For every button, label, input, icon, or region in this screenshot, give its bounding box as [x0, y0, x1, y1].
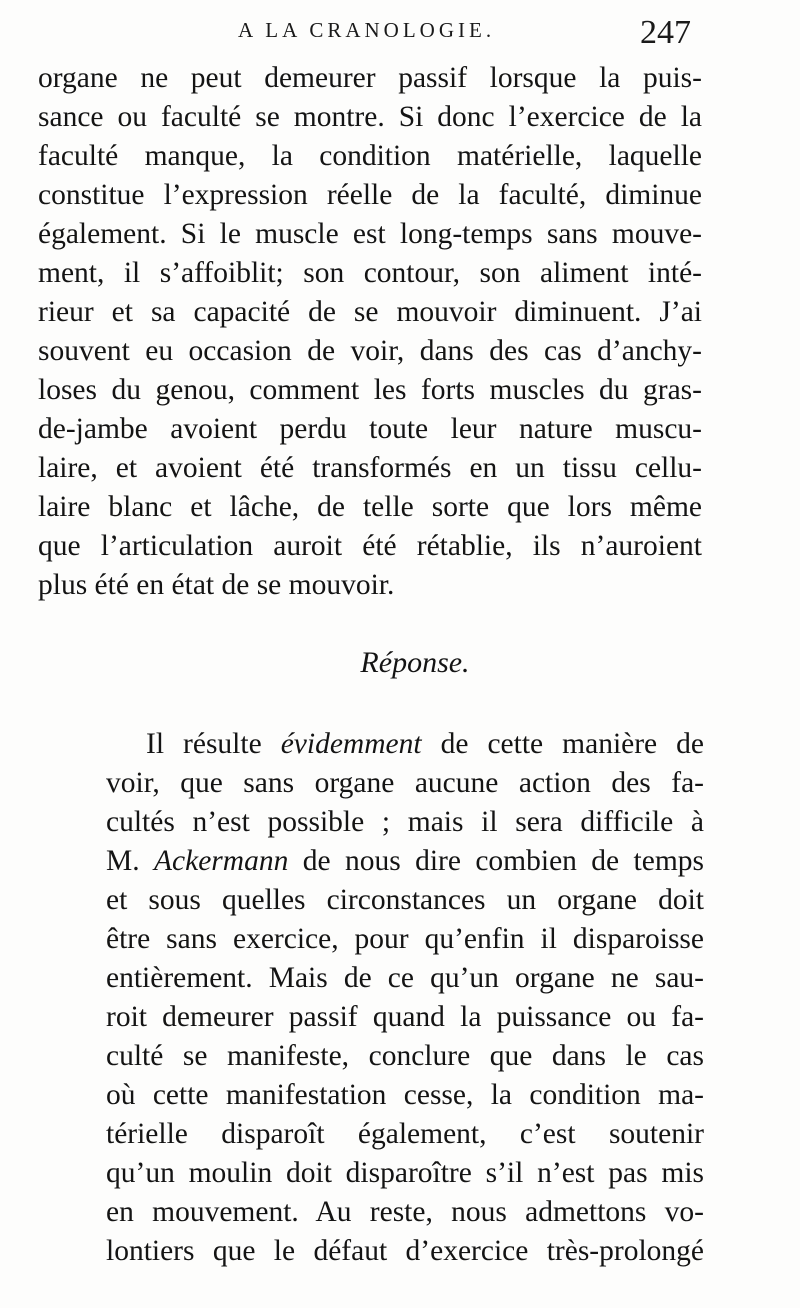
text-line: de-jambe avoient perdu toute leur nature muscu-	[38, 413, 702, 445]
text-line: entièrement. Mais de ce qu’un organe ne sau-	[106, 962, 704, 994]
text-line: où cette manifestation cesse, la condition ma-	[106, 1079, 704, 1111]
text-line: cultés n’est possible ; mais il sera difficile à	[106, 806, 704, 838]
text-span: M.	[106, 845, 154, 877]
text-line: que l’articulation auroit été rétablie, ils n’auroient	[38, 530, 702, 562]
text-line	[106, 841, 704, 881]
text-line: rieur et sa capacité de se mouvoir diminuent. J’ai	[38, 296, 702, 328]
emphasis-text: évidemment	[280, 728, 422, 760]
section-heading: Réponse.	[360, 646, 470, 679]
page-number: 247	[640, 14, 691, 51]
running-title: A LA CRANOLOGIE.	[238, 18, 496, 42]
text-line	[146, 724, 704, 764]
text-line: être sans exercice, pour qu’enfin il disparoisse	[106, 923, 704, 955]
text-line: plus été en état de se mouvoir.	[38, 569, 395, 601]
text-span: de cette manière de	[421, 728, 705, 760]
text-line: voir, que sans organe aucune action des fa-	[106, 767, 704, 799]
text-line: loses du genou, comment les forts muscles du gras-	[38, 374, 702, 406]
text-line: en mouvement. Au reste, nous admettons vo-	[106, 1196, 704, 1228]
text-line: sance ou faculté se montre. Si donc l’exercice de la	[38, 101, 702, 133]
text-line: qu’un moulin doit disparoître s’il n’est pas mis	[106, 1157, 704, 1189]
text-line: roit demeurer passif quand la puissance ou fa-	[106, 1001, 704, 1033]
emphasis-text: Ackermann	[154, 845, 289, 877]
text-line: également. Si le muscle est long-temps sans mouve-	[38, 218, 702, 250]
text-line: térielle disparoît également, c’est soutenir	[106, 1118, 704, 1150]
text-line: laire blanc et lâche, de telle sorte que lors même	[38, 491, 702, 523]
text-line: lontiers que le défaut d’exercice très-prolongé	[106, 1235, 704, 1267]
text-line: faculté manque, la condition matérielle, laquelle	[38, 140, 702, 172]
text-line: ment, il s’affoiblit; son contour, son aliment inté-	[38, 257, 702, 289]
text-line: souvent eu occasion de voir, dans des cas d’anchy-	[38, 335, 702, 367]
text-line: et sous quelles circonstances un organe doit	[106, 884, 704, 916]
text-line: constitue l’expression réelle de la faculté, diminue	[38, 179, 702, 211]
text-span: de nous dire combien de temps	[288, 845, 704, 877]
text-line: organe ne peut demeurer passif lorsque la puis-	[38, 62, 702, 94]
text-span: Il résulte	[146, 728, 281, 760]
text-line: laire, et avoient été transformés en un tissu cellu-	[38, 452, 702, 484]
text-line: culté se manifeste, conclure que dans le cas	[106, 1040, 704, 1072]
